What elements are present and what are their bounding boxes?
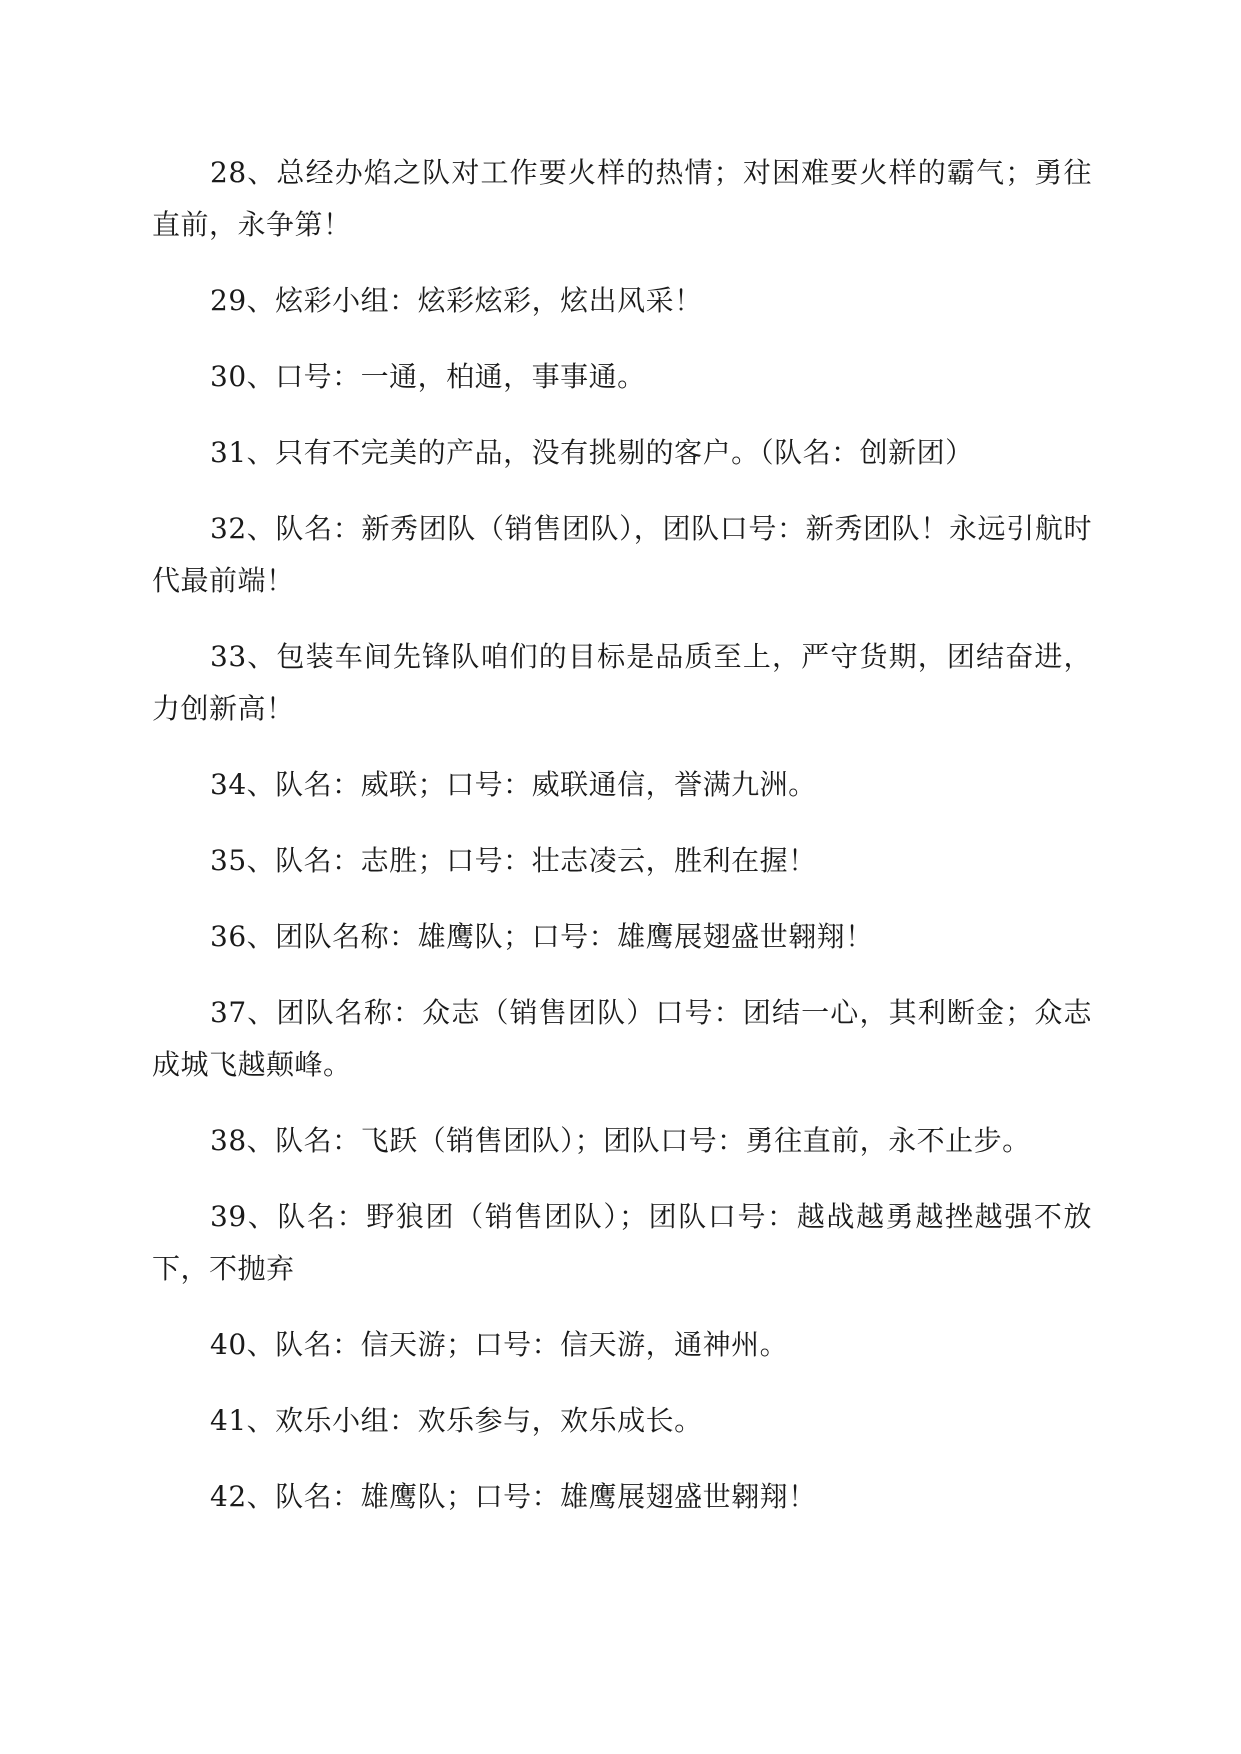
paragraph-39: 39、队名：野狼团（销售团队）；团队口号：越战越勇越挫越强不放下，不抛弃 (152, 1200, 1092, 1285)
paragraph-40: 40、队名：信天游；口号：信天游，通神州。 (210, 1328, 789, 1361)
document-body (152, 147, 1092, 1547)
paragraph-36: 36、团队名称：雄鹰队；口号：雄鹰展翅盛世翱翔！ (210, 920, 874, 953)
paragraph-34: 34、队名：威联；口号：威联通信，誉满九洲。 (210, 768, 817, 801)
paragraph-33: 33、包装车间先锋队咱们的目标是品质至上，严守货期，团结奋进，力创新高！ (152, 640, 1092, 725)
paragraph-42: 42、队名：雄鹰队；口号：雄鹰展翅盛世翱翔！ (210, 1480, 817, 1513)
paragraph-37: 37、团队名称：众志（销售团队）口号：团结一心，其利断金；众志成城飞越颠峰。 (152, 996, 1092, 1081)
paragraph-32: 32、队名：新秀团队（销售团队），团队口号：新秀团队！永远引航时代最前端！ (152, 512, 1092, 597)
paragraph-31: 31、只有不完美的产品，没有挑剔的客户。（队名：创新团） (210, 436, 974, 469)
paragraph-29: 29、炫彩小组：炫彩炫彩，炫出风采！ (210, 284, 703, 317)
paragraph-28: 28、总经办焰之队对工作要火样的热情；对困难要火样的霸气；勇往直前，永争第！ (152, 156, 1092, 241)
paragraph-35: 35、队名：志胜；口号：壮志凌云，胜利在握！ (210, 844, 817, 877)
paragraph-41: 41、欢乐小组：欢乐参与，欢乐成长。 (210, 1404, 703, 1437)
paragraph-30: 30、口号：一通，柏通，事事通。 (210, 360, 646, 393)
paragraph-38: 38、队名：飞跃（销售团队）；团队口号：勇往直前，永不止步。 (210, 1124, 1031, 1157)
